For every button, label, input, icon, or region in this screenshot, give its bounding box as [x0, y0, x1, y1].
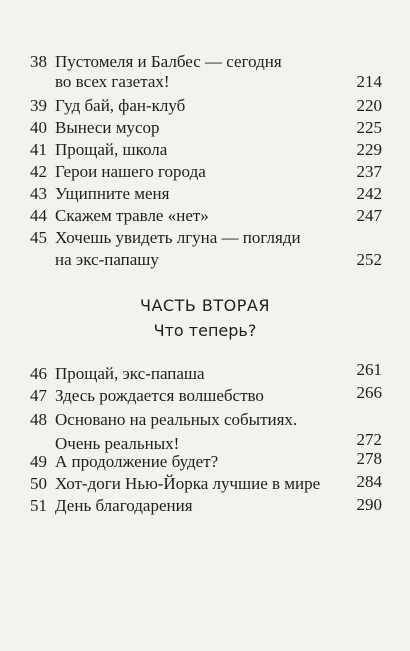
page-number: 229	[356, 140, 382, 159]
chapter-number: 43	[30, 184, 47, 203]
page-number: 237	[356, 162, 382, 181]
page-number: 225	[356, 118, 382, 137]
chapter-number: 49	[30, 452, 47, 471]
chapter-number: 39	[30, 96, 47, 115]
page-number: 278	[356, 449, 382, 468]
page-number: 272	[356, 430, 382, 449]
chapter-title: Герои нашего города	[55, 162, 206, 181]
chapter-title: Ущипните меня	[55, 184, 170, 203]
page-number: 252	[356, 250, 382, 269]
page-number: 220	[356, 96, 382, 115]
chapter-number: 45	[30, 228, 47, 247]
toc-entry	[30, 52, 382, 92]
chapter-title: Хот-доги Нью-Йорка лучшие в мире	[55, 474, 321, 493]
chapter-number: 48	[30, 410, 47, 429]
chapter-title: Основано на реальных событиях. Очень реальных!	[55, 410, 298, 453]
chapter-title: Скажем травле «нет»	[55, 206, 209, 225]
toc-entry	[30, 410, 382, 454]
chapter-number: 38	[30, 52, 47, 71]
toc-entry	[30, 360, 382, 384]
chapter-title: Хочешь увидеть лгуна — погляди на экс-папашу	[55, 228, 301, 269]
part-subtitle: Что теперь?	[153, 321, 257, 340]
page-number: 214	[356, 72, 382, 91]
toc-entry	[30, 96, 382, 116]
chapter-title: День благодарения	[55, 496, 193, 515]
chapter-title: Пустомеля и Балбес — сегодня во всех газетах!	[55, 52, 282, 91]
page-number: 284	[356, 472, 382, 491]
toc-entry	[30, 206, 382, 226]
toc-entry	[30, 474, 382, 494]
page-number: 242	[356, 184, 382, 203]
page-number: 266	[356, 383, 382, 402]
chapter-number: 40	[30, 118, 47, 137]
toc-entry	[30, 383, 382, 406]
chapter-number: 44	[30, 206, 47, 225]
chapter-number: 41	[30, 140, 47, 159]
chapter-title: Прощай, экс-папаша	[55, 364, 205, 383]
chapter-title: Вынеси мусор	[55, 118, 160, 137]
chapter-number: 42	[30, 162, 47, 181]
chapter-number: 51	[30, 496, 47, 515]
chapter-title: Гуд бай, фан-клуб	[55, 96, 186, 115]
page-number: 261	[356, 360, 382, 379]
chapter-title: А продолжение будет?	[55, 452, 219, 471]
page-number: 247	[356, 206, 382, 225]
part-title: ЧАСТЬ ВТОРАЯ	[140, 296, 270, 315]
toc-entry	[30, 118, 382, 138]
chapter-title: Прощай, школа	[55, 140, 168, 159]
chapter-number: 46	[30, 364, 47, 383]
toc-entry	[30, 140, 382, 160]
chapter-title: Здесь рождается волшебство	[55, 386, 264, 405]
toc-entry	[30, 228, 382, 270]
chapter-number: 47	[30, 386, 47, 405]
toc-entry	[30, 184, 382, 204]
toc-entry	[30, 162, 382, 182]
chapter-number: 50	[30, 474, 47, 493]
toc-entry	[30, 449, 382, 472]
toc-entry	[30, 496, 382, 516]
page-number: 290	[356, 495, 382, 514]
